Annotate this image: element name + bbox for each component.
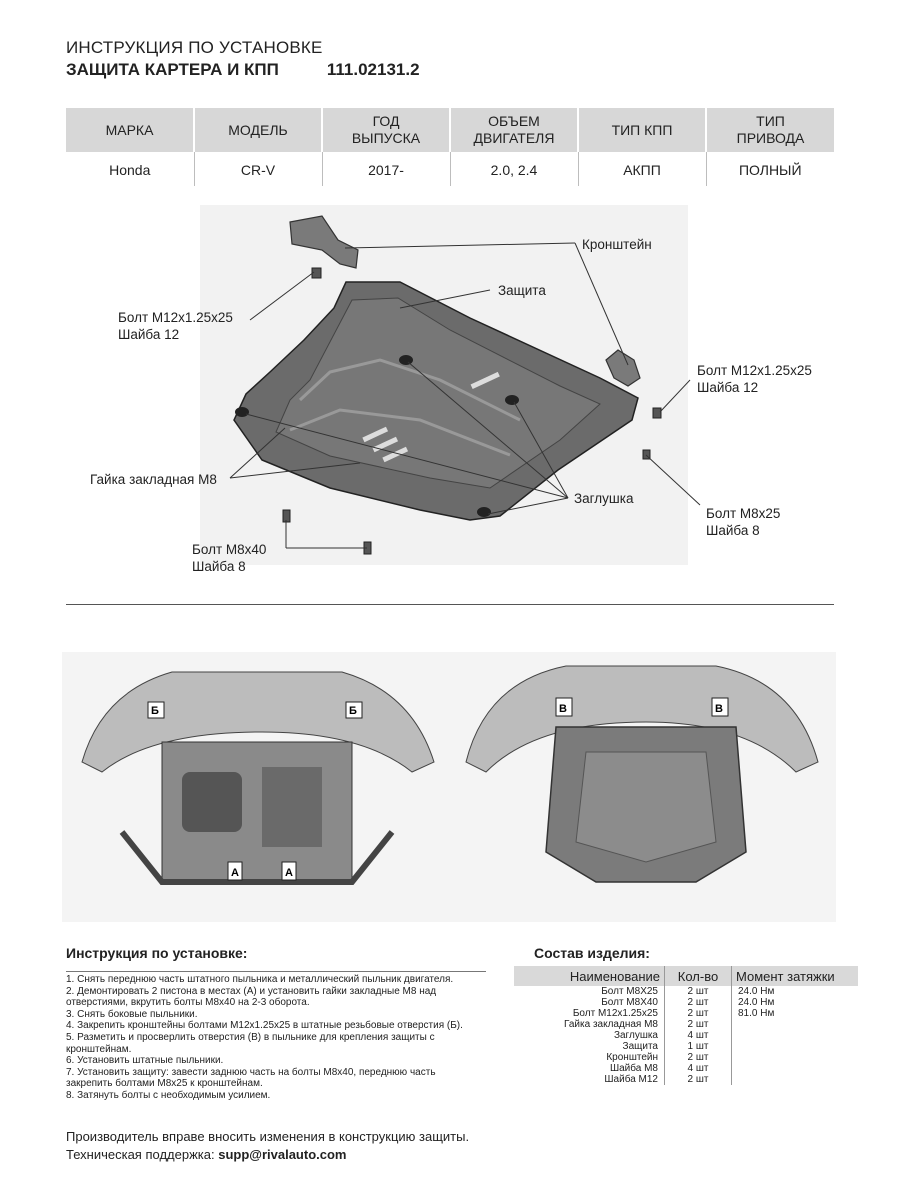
label-bolt-m12-left: Болт М12х1.25х25 Шайба 12	[118, 310, 233, 342]
spec-header-year: ГОД ВЫПУСКА	[322, 108, 450, 152]
spec-engine: 2.0, 2.4	[450, 152, 578, 186]
comp-header-torque: Момент затяжки	[732, 966, 859, 986]
instruction-line: 3. Снять боковые пыльники.	[66, 1008, 198, 1020]
table-row: Шайба М12 2 шт	[514, 1074, 858, 1085]
spec-gearbox: АКПП	[578, 152, 706, 186]
svg-text:В: В	[715, 703, 723, 715]
comp-header-qty: Кол-во	[665, 966, 732, 986]
label-bolt-m8x25: Болт М8х25 Шайба 8	[706, 506, 781, 538]
table-row: Шайба М8 4 шт	[514, 1063, 858, 1074]
instruction-line: 1. Снять переднюю часть штатного пыльника и металлический пыльник двигателя.	[66, 974, 454, 985]
comp-header-name: Наименование	[514, 966, 665, 986]
label-weld-nut: Гайка закладная М8	[90, 472, 217, 487]
table-row: Гайка закладная М8 2 шт	[514, 1019, 858, 1030]
instruction-line: 5. Разметить и просверлить отверстия (В) в пыльнике для крепления защиты с	[66, 1031, 435, 1043]
label-bolt-m12-right: Болт М12х1.25х25 Шайба 12	[697, 363, 812, 395]
table-row: Кронштейн 2 шт	[514, 1052, 858, 1063]
table-row: Защита 1 шт	[514, 1041, 858, 1052]
support-email-link[interactable]: supp@rivalauto.com	[218, 1147, 347, 1162]
table-row: Болт М8Х40 2 шт 24.0 Нм	[514, 997, 858, 1008]
svg-text:А: А	[285, 867, 293, 879]
photo-after-install	[446, 652, 836, 922]
section-divider	[66, 604, 834, 605]
spec-header-model: МОДЕЛЬ	[194, 108, 322, 152]
instructions-title: Инструкция по установке:	[66, 945, 248, 961]
label-bolt-m8x40: Болт М8х40 Шайба 8	[192, 542, 267, 574]
instruction-line: 4. Закрепить кронштейны болтами М12х1.25х25 в штатные резьбовые отверстия (Б).	[66, 1020, 463, 1032]
svg-text:А: А	[231, 867, 239, 879]
bracket-top-part	[290, 216, 358, 268]
spec-header-engine: ОБЪЕМ ДВИГАТЕЛЯ	[450, 108, 578, 152]
table-row: Заглушка 4 шт	[514, 1030, 858, 1041]
support-line	[66, 1147, 346, 1162]
instruction-line: 6. Установить штатные пыльники.	[66, 1055, 224, 1067]
instructions-list	[66, 971, 486, 1102]
composition-table	[514, 966, 858, 1085]
label-bracket: Кронштейн	[582, 237, 652, 252]
spec-header-make: МАРКА	[66, 108, 194, 152]
manufacturer-note: Производитель вправе вносить изменения в конструкцию защиты.	[66, 1129, 470, 1144]
composition-title: Состав изделия:	[534, 945, 650, 961]
product-name: ЗАЩИТА КАРТЕРА И КПП	[66, 60, 279, 79]
table-row: Болт М12х1.25х25 2 шт 81.0 Нм	[514, 1008, 858, 1019]
photo-before-install	[62, 652, 452, 922]
bracket-right-part	[606, 350, 640, 386]
instruction-line: 2. Демонтировать 2 пистона в местах (А) и установить гайки закладные М8 над	[66, 985, 437, 997]
spec-model: CR-V	[194, 152, 322, 186]
instruction-line: отверстиями, вкрутить болты М8х40 на 2-3 оборота.	[66, 997, 310, 1009]
instruction-line: 7. Установить защиту: завести заднюю часть на болты М8х40, переднюю часть	[66, 1066, 436, 1078]
instruction-line: кронштейнам.	[66, 1043, 132, 1055]
label-plug: Заглушка	[574, 491, 634, 506]
instruction-line: 8. Затянуть болты с необходимым усилием.	[66, 1089, 271, 1101]
support-label: Техническая поддержка:	[66, 1147, 215, 1162]
svg-text:Б: Б	[349, 705, 357, 717]
svg-text:Б: Б	[151, 705, 159, 717]
svg-text:В: В	[559, 703, 567, 715]
document-title: ИНСТРУКЦИЯ ПО УСТАНОВКЕ	[66, 38, 323, 57]
instruction-line: закрепить болтами М8х25 к кронштейнам.	[66, 1078, 263, 1090]
spec-header-drive: ТИП ПРИВОДА	[706, 108, 834, 152]
spec-year: 2017-	[322, 152, 450, 186]
product-code: 111.02131.2	[326, 60, 420, 79]
spec-make: Honda	[109, 162, 151, 178]
spec-header-gearbox: ТИП КПП	[578, 108, 706, 152]
label-protection: Защита	[498, 283, 546, 298]
spec-drive: ПОЛНЫЙ	[706, 152, 834, 186]
table-row: Болт М8Х25 2 шт 24.0 Нм	[514, 986, 858, 997]
